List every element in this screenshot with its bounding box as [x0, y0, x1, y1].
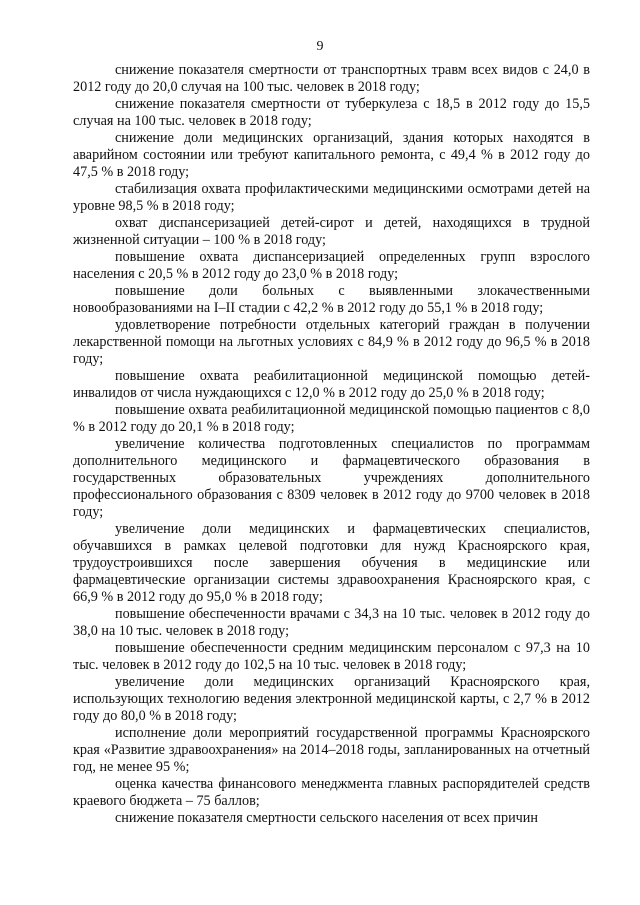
document-body — [73, 62, 590, 827]
paragraph: снижение показателя смертности от туберкулеза с 18,5 в 2012 году до 15,5 случая на 100 тыс. человек в 2018 году; — [73, 96, 590, 129]
paragraph: снижение доли медицинских организаций, здания которых находятся в аварийном состоянии или требуют капитального ремонта, с 49,4 % в 2012 году до 47,5 % в 2018 году; — [73, 130, 590, 180]
paragraph: удовлетворение потребности отдельных категорий граждан в получении лекарственной помощи на льготных условиях с 84,9 % в 2012 году до 96,5 % в 2018 году; — [73, 317, 590, 367]
paragraph: исполнение доли мероприятий государственной программы Красноярского края «Развитие здравоохранения» на 2014–2018 годы, запланированных на отчетный год, не менее 95 %; — [73, 725, 590, 775]
paragraph: увеличение количества подготовленных специалистов по программам дополнительного медицинского и фармацевтического образования в государственных образовательных учреждениях дополнительного профессионального образования с 8309 человек в 2012 году до 9700 человек в 2018 году; — [73, 436, 590, 520]
paragraph: охват диспансеризацией детей-сирот и детей, находящихся в трудной жизненной ситуации – 100 % в 2018 году; — [73, 215, 590, 248]
paragraph: стабилизация охвата профилактическими медицинскими осмотрами детей на уровне 98,5 % в 2018 году; — [73, 181, 590, 214]
paragraph: повышение обеспеченности средним медицинским персоналом с 97,3 на 10 тыс. человек в 2012 году до 102,5 на 10 тыс. человек в 2018 году; — [73, 640, 590, 673]
paragraph: снижение показателя смертности от транспортных травм всех видов с 24,0 в 2012 году до 20,0 случая на 100 тыс. человек в 2018 году; — [73, 62, 590, 95]
paragraph: повышение доли больных с выявленными злокачественными новообразованиями на I–II стадии с 42,2 % в 2012 году до 55,1 % в 2018 году; — [73, 283, 590, 316]
paragraph: снижение показателя смертности сельского населения от всех причин — [115, 810, 538, 826]
page-number: 9 — [316, 39, 324, 54]
paragraph: увеличение доли медицинских организаций Красноярского края, использующих технологию ведения электронной медицинской карты, с 2,7 % в 2012 году до 80,0 % в 2018 году; — [73, 674, 590, 724]
paragraph: увеличение доли медицинских и фармацевтических специалистов, обучавшихся в рамках целевой подготовки для нужд Красноярского края, трудоустроившихся после завершения обучения в медицинские или фармацевтические организации системы здравоохранения Красноярского края, с 66,9 % в 2012 году до 95,0 % в 2018 году; — [73, 521, 590, 605]
paragraph: повышение обеспеченности врачами с 34,3 на 10 тыс. человек в 2012 году до 38,0 на 10 тыс. человек в 2018 году; — [73, 606, 590, 639]
paragraph: повышение охвата реабилитационной медицинской помощью детей-инвалидов от числа нуждающихся с 12,0 % в 2012 году до 25,0 % в 2018 году; — [73, 368, 590, 401]
paragraph: оценка качества финансового менеджмента главных распорядителей средств краевого бюджета – 75 баллов; — [73, 776, 590, 809]
paragraph: повышение охвата реабилитационной медицинской помощью пациентов с 8,0 % в 2012 году до 20,1 % в 2018 году; — [73, 402, 590, 435]
paragraph: повышение охвата диспансеризацией определенных групп взрослого населения с 20,5 % в 2012 году до 23,0 % в 2018 году; — [73, 249, 590, 282]
